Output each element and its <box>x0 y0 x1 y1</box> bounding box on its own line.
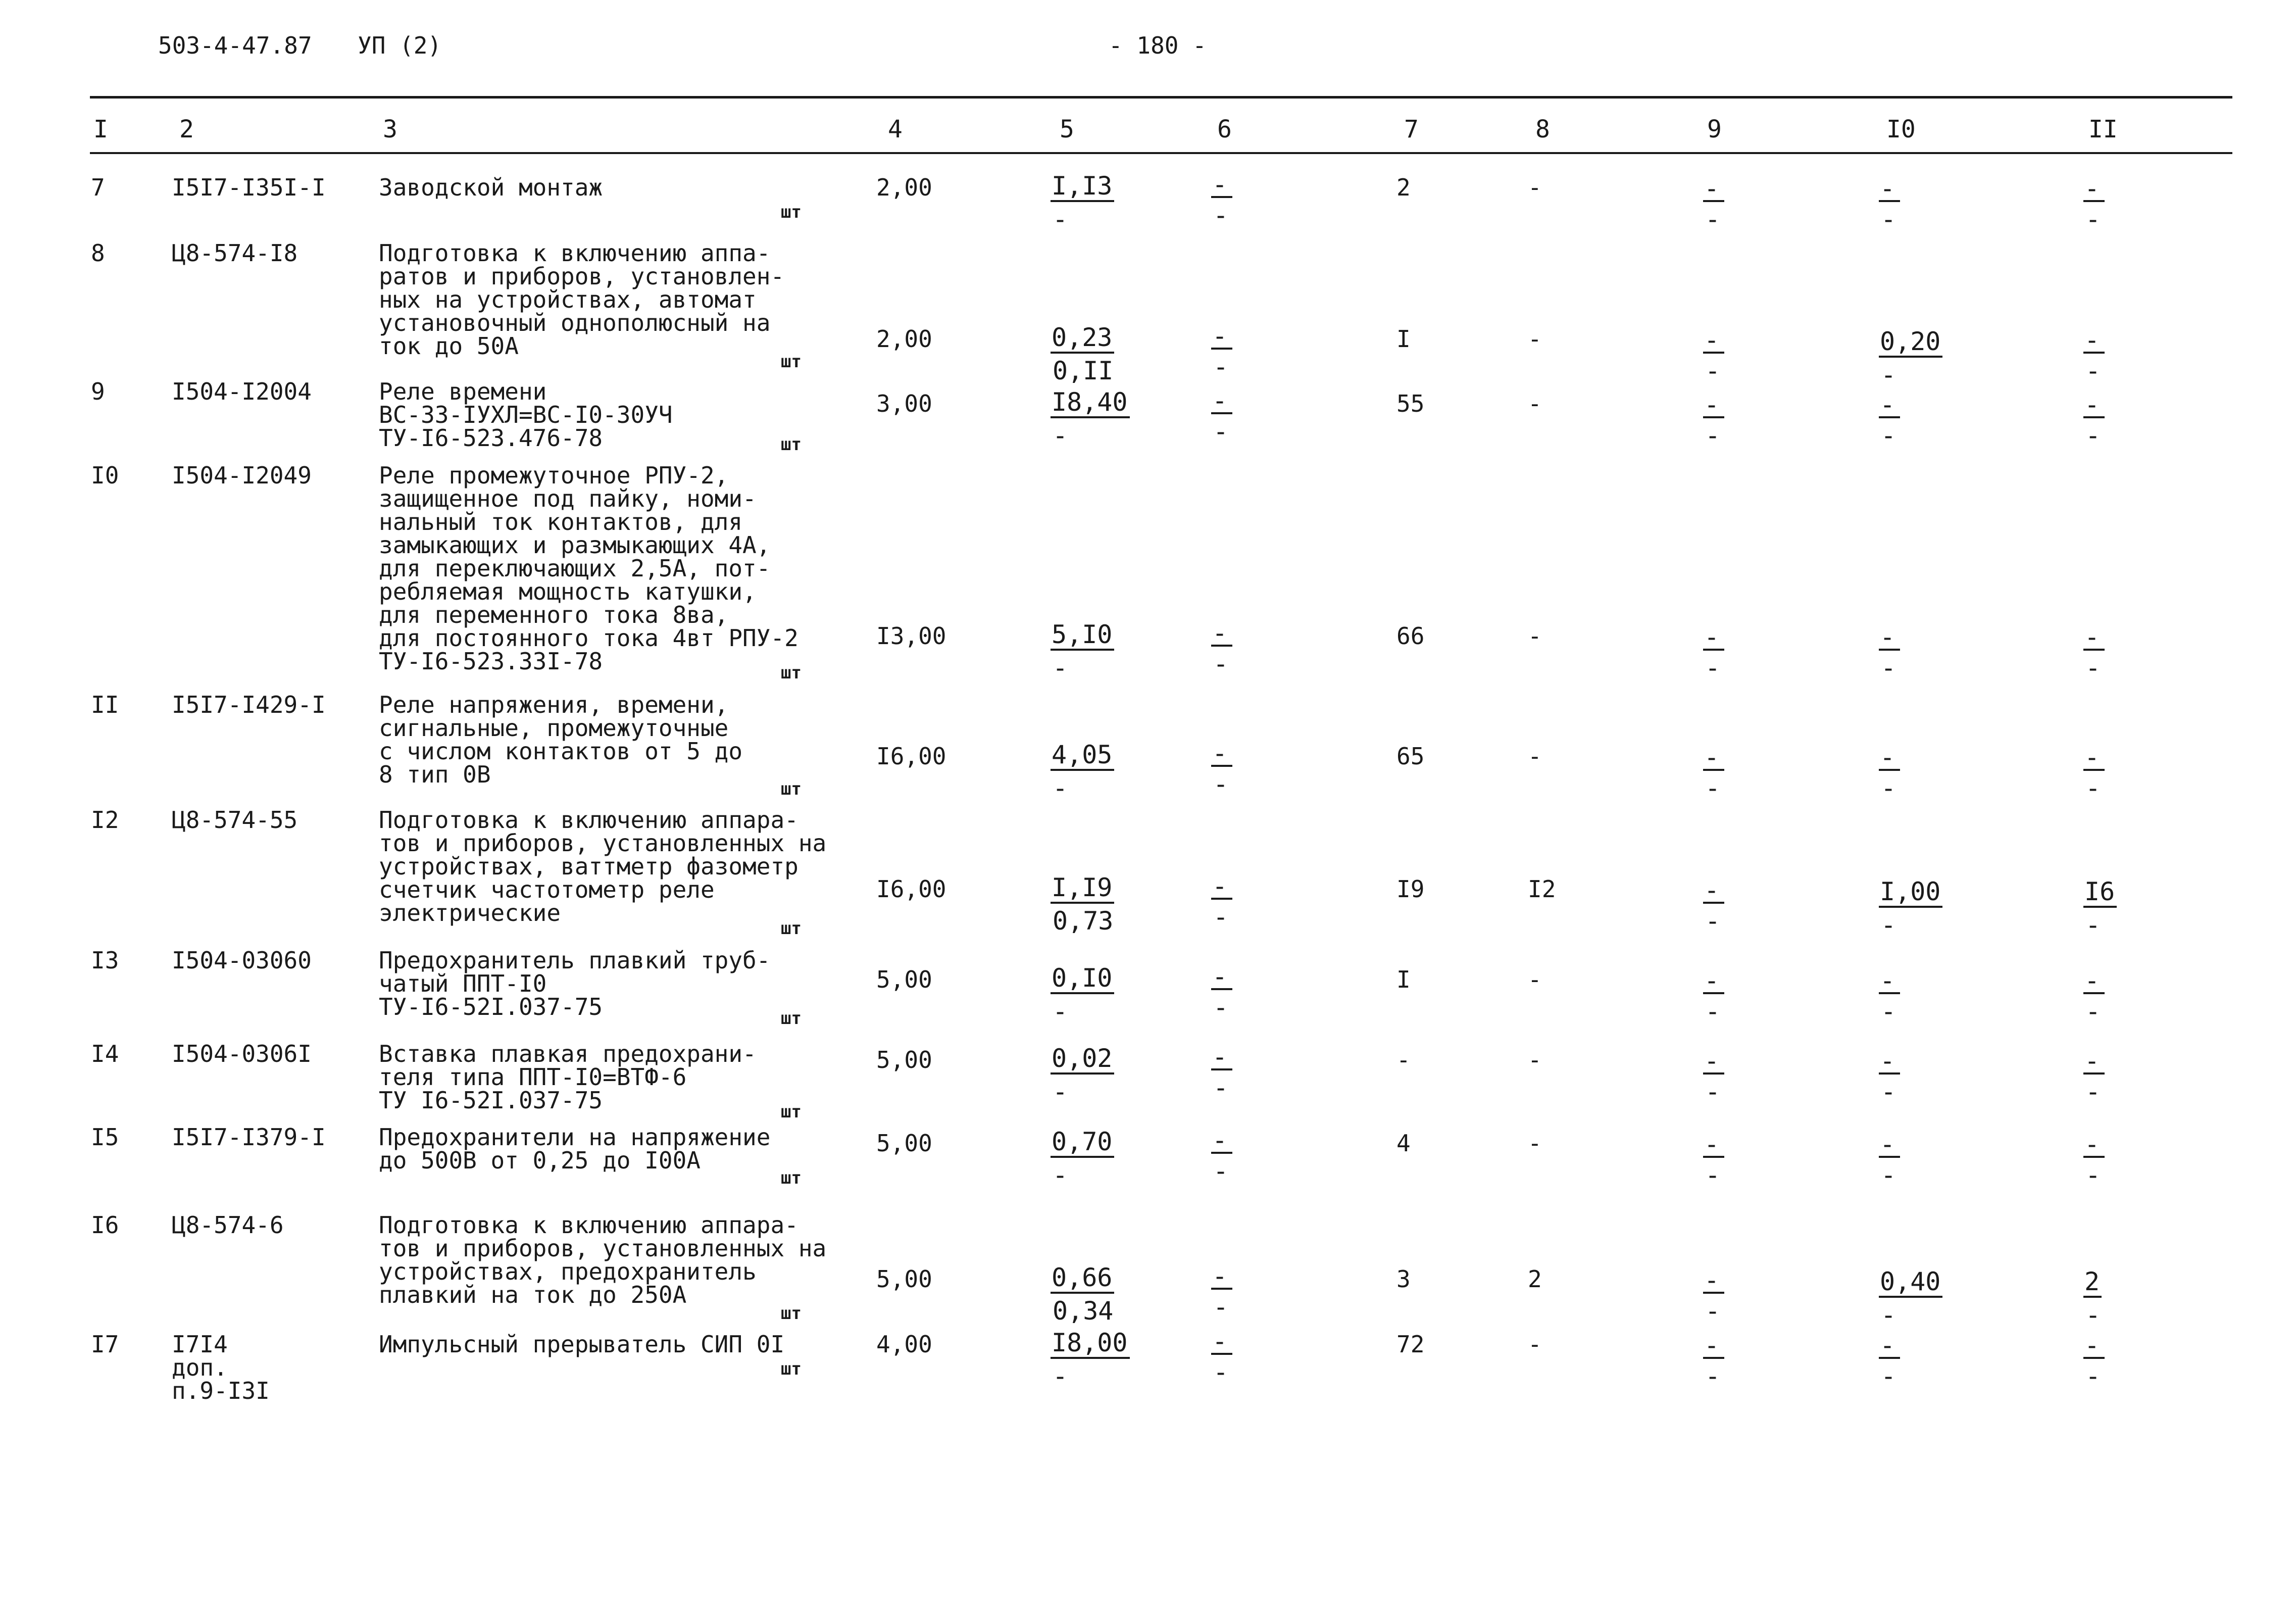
col10-value <box>1879 1046 2010 1106</box>
col11-value-numerator: - <box>2083 1049 2105 1075</box>
col8-value: - <box>1528 622 1542 650</box>
quantity: 5,00 <box>876 966 932 993</box>
col5-value-denominator: - <box>1053 1077 1068 1106</box>
item-description: Предохранители на напряжение до 500В от 0,25 до I00А <box>379 1124 771 1174</box>
col11-value <box>2083 1046 2215 1106</box>
col9-value-denominator: - <box>1705 1361 1721 1391</box>
item-description: Подготовка к включению аппара- тов и приборов, установленных на устройствах, ваттметр фазометр счетчик частотометр реле электрические <box>379 806 827 926</box>
col9-value-numerator: - <box>1703 1133 1724 1158</box>
quantity: I3,00 <box>876 622 946 650</box>
item-code: I504-03060 <box>172 947 312 974</box>
col5-value <box>1051 621 1182 681</box>
row-number: I7 <box>91 1331 119 1358</box>
item-description: Вставка плавкая предохрани- теля типа ППТ-I0=ВТФ-6 ТУ I6-52I.037-75 <box>379 1040 757 1114</box>
col5-value-numerator: 0,70 <box>1051 1129 1114 1158</box>
col5-value-numerator: I8,00 <box>1051 1330 1130 1359</box>
col11-value-denominator: - <box>2085 997 2101 1026</box>
col10-value-numerator: - <box>1879 746 1900 771</box>
col11-value <box>2083 878 2215 938</box>
col11-value-denominator: - <box>2085 421 2101 450</box>
col6-value <box>1211 1261 1342 1322</box>
unit-label: шт <box>781 434 802 455</box>
col7-value: - <box>1396 1046 1411 1073</box>
col11-value-denominator: - <box>2085 1300 2101 1330</box>
col10-value-denominator: - <box>1881 1361 1896 1391</box>
col5-value <box>1051 965 1182 1024</box>
row-number: 8 <box>91 239 105 267</box>
col11-value-numerator: - <box>2083 328 2105 354</box>
col10-value-numerator: - <box>1879 625 1900 651</box>
col11-value-numerator: - <box>2083 969 2105 994</box>
col11-value-denominator: - <box>2085 653 2101 682</box>
col11-value <box>2083 1331 2215 1391</box>
col10-value <box>1879 622 2010 682</box>
row-number: I6 <box>91 1211 119 1239</box>
quantity: I6,00 <box>876 743 946 770</box>
col8-value: - <box>1528 325 1542 353</box>
col-header-8: 8 <box>1535 115 1550 143</box>
col9-value-numerator: - <box>1703 969 1724 994</box>
row-number: 7 <box>91 174 105 201</box>
col6-value-numerator: - <box>1211 874 1232 900</box>
col11-value-denominator: - <box>2085 1160 2101 1190</box>
unit-label: шт <box>781 352 802 372</box>
col6-value-denominator: - <box>1213 649 1229 678</box>
col-header-11: II <box>2088 115 2118 143</box>
col5-value-numerator: I,I3 <box>1051 173 1114 202</box>
unit-label: шт <box>781 918 802 939</box>
col-header-2: 2 <box>179 115 194 143</box>
col10-value <box>1879 390 2010 450</box>
item-description: Предохранитель плавкий труб- чатый ППТ-I0 ТУ-I6-52I.037-75 <box>379 947 771 1020</box>
col10-value <box>1879 743 2010 803</box>
unit-label: шт <box>781 779 802 799</box>
top-rule <box>90 96 2232 99</box>
unit-label: шт <box>781 1008 802 1029</box>
col6-value-numerator: - <box>1211 1330 1232 1355</box>
col6-value-numerator: - <box>1211 1264 1232 1290</box>
col9-value <box>1703 1130 1834 1190</box>
col5-value-denominator: 0,II <box>1053 356 1114 385</box>
col10-value-numerator: - <box>1879 969 1900 994</box>
col5-value <box>1051 742 1182 801</box>
item-code: I504-I2004 <box>172 378 312 405</box>
col9-value-denominator: - <box>1705 997 1721 1026</box>
col6-value-denominator: - <box>1213 993 1229 1022</box>
col5-value <box>1051 324 1182 384</box>
col9-value-denominator: - <box>1705 773 1721 803</box>
col6-value <box>1211 739 1342 799</box>
col11-value-numerator: - <box>2083 177 2105 202</box>
item-code: I5I7-I429-I <box>172 691 326 718</box>
col11-value-denominator: - <box>2085 356 2101 385</box>
col9-value-denominator: - <box>1705 356 1721 385</box>
col6-value-denominator: - <box>1213 1292 1229 1322</box>
col10-value <box>1879 1331 2010 1391</box>
col9-value-denominator: - <box>1705 1296 1721 1326</box>
col11-value-numerator: - <box>2083 746 2105 771</box>
col5-value-numerator: I,I9 <box>1051 874 1114 904</box>
col5-value <box>1051 1264 1182 1324</box>
col9-value-numerator: - <box>1703 625 1724 651</box>
col8-value: - <box>1528 1130 1542 1157</box>
col7-value: 66 <box>1396 622 1425 650</box>
col10-value-denominator: - <box>1881 1300 1896 1330</box>
col5-value-denominator: - <box>1053 1160 1068 1190</box>
col10-value <box>1879 1268 2010 1328</box>
item-description: Реле промежуточное РПУ-2, защищенное под пайку, номи- нальный ток контактов, для замыкающих и размыкающих 4А, для переключающих 2,5А, пот- ребляемая мощность катушки, для переменного тока 8ва, для постоянного тока 4вт РПУ-2 ТУ-I6-523.33I-78 <box>379 462 798 675</box>
col10-value-numerator: - <box>1879 393 1900 418</box>
col7-value: 65 <box>1396 743 1425 770</box>
col9-value <box>1703 966 1834 1026</box>
item-description: Реле напряжения, времени, сигнальные, промежуточные с числом контактов от 5 до 8 тип 0В <box>379 691 743 788</box>
col-header-6: 6 <box>1217 115 1232 143</box>
col-header-3: 3 <box>383 115 397 143</box>
col7-value: 72 <box>1396 1331 1425 1358</box>
col6-value-denominator: - <box>1213 1357 1229 1387</box>
col8-value: I2 <box>1528 875 1556 903</box>
col9-value-denominator: - <box>1705 906 1721 936</box>
col6-value-numerator: - <box>1211 324 1232 350</box>
doc-code: 503-4-47.87 <box>158 32 312 59</box>
col6-value-denominator: - <box>1213 902 1229 932</box>
item-code: I5I7-I379-I <box>172 1124 326 1151</box>
item-code: Ц8-574-6 <box>172 1211 284 1239</box>
col10-value-denominator: - <box>1881 997 1896 1026</box>
col9-value <box>1703 875 1834 936</box>
col8-value: - <box>1528 1331 1542 1358</box>
col10-value-denominator: - <box>1881 910 1896 940</box>
col9-value <box>1703 1046 1834 1106</box>
col11-value-denominator: - <box>2085 773 2101 803</box>
col10-value-denominator: - <box>1881 360 1896 389</box>
quantity: 5,00 <box>876 1046 932 1073</box>
col6-value-numerator: - <box>1211 1045 1232 1070</box>
col6-value-denominator: - <box>1213 201 1229 230</box>
col8-value: 2 <box>1528 1265 1542 1293</box>
col-header-9: 9 <box>1707 115 1722 143</box>
col6-value <box>1211 386 1342 446</box>
col9-value-denominator: - <box>1705 421 1721 450</box>
col10-value <box>1879 878 2010 938</box>
col5-value-denominator: - <box>1053 653 1068 682</box>
col9-value-numerator: - <box>1703 177 1724 202</box>
col6-value-numerator: - <box>1211 389 1232 414</box>
col11-value-denominator: - <box>2085 1361 2101 1391</box>
quantity: I6,00 <box>876 875 946 903</box>
item-description: Импульсный прерыватель СИП 0I <box>379 1331 785 1358</box>
col11-value <box>2083 174 2215 234</box>
col6-value <box>1211 1042 1342 1102</box>
col8-value: - <box>1528 390 1542 417</box>
col9-value-denominator: - <box>1705 1077 1721 1106</box>
col5-value-denominator: 0,73 <box>1053 906 1114 936</box>
page-number: - 180 - <box>1109 32 1207 59</box>
col9-value-numerator: - <box>1703 393 1724 418</box>
col-header-10: I0 <box>1886 115 1916 143</box>
item-description: Заводской монтаж <box>379 174 603 201</box>
col6-value <box>1211 871 1342 932</box>
col7-value: I <box>1396 325 1411 353</box>
row-number: II <box>91 691 119 718</box>
col10-value <box>1879 328 2010 388</box>
col6-value <box>1211 618 1342 678</box>
col-header-4: 4 <box>888 115 903 143</box>
col6-value <box>1211 321 1342 381</box>
item-description: Подготовка к включению аппара- тов и приборов, установленных на устройствах, предохранитель плавкий на ток до 250А <box>379 1211 827 1308</box>
col7-value: 4 <box>1396 1130 1411 1157</box>
col9-value <box>1703 1265 1834 1326</box>
col11-value <box>2083 1268 2215 1328</box>
col11-value-numerator: - <box>2083 1334 2105 1359</box>
col5-value <box>1051 874 1182 934</box>
col6-value-numerator: - <box>1211 173 1232 198</box>
col9-value-numerator: - <box>1703 1334 1724 1359</box>
col6-value <box>1211 1126 1342 1186</box>
quantity: 2,00 <box>876 174 932 201</box>
col6-value-numerator: - <box>1211 1129 1232 1154</box>
col6-value <box>1211 170 1342 230</box>
unit-label: шт <box>781 663 802 683</box>
col6-value-numerator: - <box>1211 621 1232 647</box>
quantity: 5,00 <box>876 1265 932 1293</box>
col11-value <box>2083 1130 2215 1190</box>
col9-value <box>1703 174 1834 234</box>
col10-value-numerator: - <box>1879 177 1900 202</box>
col11-value <box>2083 325 2215 385</box>
col9-value-numerator: - <box>1703 328 1724 354</box>
col9-value-denominator: - <box>1705 205 1721 234</box>
col9-value-numerator: - <box>1703 1268 1724 1294</box>
col8-value: - <box>1528 966 1542 993</box>
unit-label: шт <box>781 1102 802 1122</box>
col5-value-denominator: 0,34 <box>1053 1296 1114 1326</box>
col9-value-denominator: - <box>1705 1160 1721 1190</box>
col11-value <box>2083 966 2215 1026</box>
col7-value: I <box>1396 966 1411 993</box>
col11-value-numerator: - <box>2083 393 2105 418</box>
col11-value-denominator: - <box>2085 1077 2101 1106</box>
item-code: Ц8-574-55 <box>172 806 298 834</box>
col9-value <box>1703 390 1834 450</box>
sheet-label: УП (2) <box>358 32 442 59</box>
col9-value <box>1703 325 1834 385</box>
col10-value <box>1879 966 2010 1026</box>
col6-value <box>1211 1327 1342 1387</box>
col5-value <box>1051 389 1182 449</box>
unit-label: шт <box>781 1303 802 1324</box>
col5-value <box>1051 1330 1182 1389</box>
col9-value <box>1703 622 1834 682</box>
item-code: I5I7-I35I-I <box>172 174 326 201</box>
unit-label: шт <box>781 1168 802 1188</box>
col5-value <box>1051 1045 1182 1105</box>
row-number: I4 <box>91 1040 119 1067</box>
row-number: I3 <box>91 947 119 974</box>
item-code: Ц8-574-I8 <box>172 239 298 267</box>
col8-value: - <box>1528 1046 1542 1073</box>
col7-value: 55 <box>1396 390 1425 417</box>
col5-value-denominator: - <box>1053 205 1068 234</box>
col7-value: 2 <box>1396 174 1411 201</box>
row-number: 9 <box>91 378 105 405</box>
col10-value-numerator: - <box>1879 1133 1900 1158</box>
col10-value <box>1879 174 2010 234</box>
quantity: 2,00 <box>876 325 932 353</box>
col10-value-denominator: - <box>1881 421 1896 450</box>
item-code: I504-I2049 <box>172 462 312 489</box>
col10-value-denominator: - <box>1881 1077 1896 1106</box>
col8-value: - <box>1528 743 1542 770</box>
col5-value-numerator: 4,05 <box>1051 742 1114 771</box>
unit-label: шт <box>781 1359 802 1379</box>
quantity: 3,00 <box>876 390 932 417</box>
col-header-5: 5 <box>1060 115 1074 143</box>
item-description: Реле времени ВС-33-IУХЛ=ВС-I0-30УЧ ТУ-I6-523.476-78 <box>379 378 673 452</box>
item-description: Подготовка к включению аппа- ратов и приборов, установлен- ных на устройствах, автомат установочный однополюсный на ток до 50А <box>379 239 785 360</box>
col5-value-denominator: - <box>1053 773 1068 803</box>
col5-value-numerator: I8,40 <box>1051 389 1130 418</box>
col9-value-numerator: - <box>1703 878 1724 904</box>
col6-value-numerator: - <box>1211 742 1232 767</box>
col11-value-numerator: 2 <box>2083 1268 2102 1298</box>
col11-value-numerator: - <box>2083 1133 2105 1158</box>
col5-value <box>1051 1129 1182 1188</box>
row-number: I5 <box>91 1124 119 1151</box>
col10-value-denominator: - <box>1881 205 1896 234</box>
col-header-7: 7 <box>1404 115 1419 143</box>
col5-value-numerator: 0,23 <box>1051 324 1114 354</box>
item-code: I504-0306I <box>172 1040 312 1067</box>
col9-value <box>1703 1331 1834 1391</box>
col5-value-denominator: - <box>1053 421 1068 450</box>
col11-value-numerator: - <box>2083 625 2105 651</box>
col11-value-denominator: - <box>2085 205 2101 234</box>
col10-value-denominator: - <box>1881 653 1896 682</box>
col10-value <box>1879 1130 2010 1190</box>
col5-value <box>1051 173 1182 232</box>
col5-value-numerator: 5,I0 <box>1051 621 1114 651</box>
col5-value-numerator: 0,I0 <box>1051 965 1114 994</box>
col9-value-numerator: - <box>1703 1049 1724 1075</box>
col8-value: - <box>1528 174 1542 201</box>
col9-value-numerator: - <box>1703 746 1724 771</box>
col-header-1: I <box>93 115 108 143</box>
row-number: I2 <box>91 806 119 834</box>
col10-value-numerator: - <box>1879 1049 1900 1075</box>
quantity: 5,00 <box>876 1130 932 1157</box>
column-header-row <box>0 115 2296 145</box>
col10-value-denominator: - <box>1881 773 1896 803</box>
header-rule <box>90 152 2232 154</box>
col11-value <box>2083 390 2215 450</box>
col11-value <box>2083 743 2215 803</box>
col5-value-numerator: 0,66 <box>1051 1264 1114 1294</box>
col6-value-numerator: - <box>1211 965 1232 990</box>
item-code: I7I4 доп. п.9-I3I <box>172 1331 270 1404</box>
col10-value-numerator: 0,20 <box>1879 328 1942 358</box>
col10-value-numerator: - <box>1879 1334 1900 1359</box>
col5-value-denominator: - <box>1053 997 1068 1026</box>
col5-value-numerator: 0,02 <box>1051 1045 1114 1075</box>
col6-value <box>1211 962 1342 1022</box>
col6-value-denominator: - <box>1213 352 1229 381</box>
col11-value <box>2083 622 2215 682</box>
quantity: 4,00 <box>876 1331 932 1358</box>
col7-value: 3 <box>1396 1265 1411 1293</box>
col5-value-denominator: - <box>1053 1361 1068 1391</box>
unit-label: шт <box>781 202 802 222</box>
col11-value-numerator: I6 <box>2083 878 2117 908</box>
col7-value: I9 <box>1396 875 1425 903</box>
col6-value-denominator: - <box>1213 769 1229 799</box>
col10-value-denominator: - <box>1881 1160 1896 1190</box>
col10-value-numerator: I,00 <box>1879 878 1942 908</box>
col6-value-denominator: - <box>1213 1073 1229 1102</box>
col9-value-denominator: - <box>1705 653 1721 682</box>
col11-value-denominator: - <box>2085 910 2101 940</box>
col9-value <box>1703 743 1834 803</box>
row-number: I0 <box>91 462 119 489</box>
col6-value-denominator: - <box>1213 1156 1229 1186</box>
col6-value-denominator: - <box>1213 417 1229 446</box>
col10-value-numerator: 0,40 <box>1879 1268 1942 1298</box>
